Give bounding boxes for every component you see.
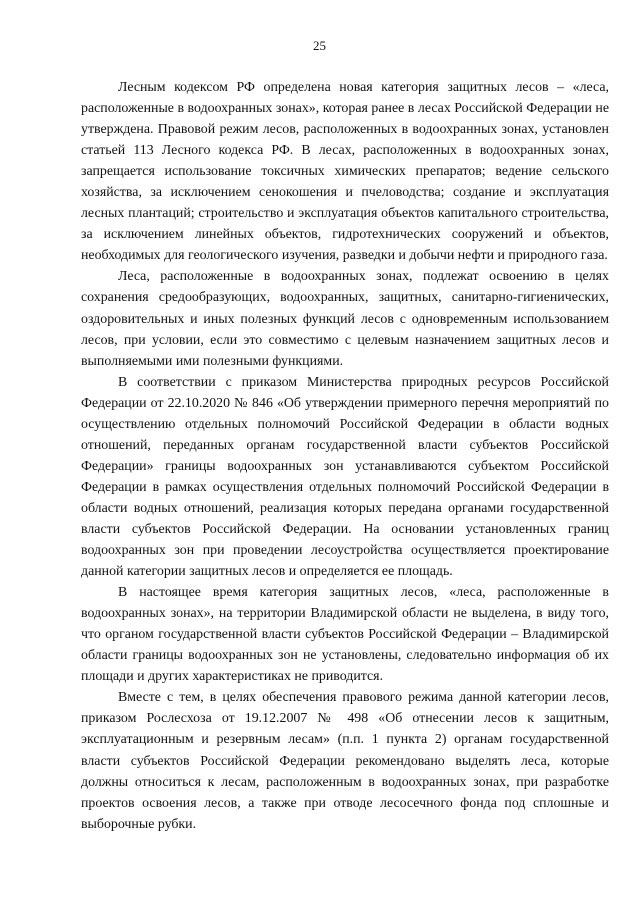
paragraph-development-purposes: Леса, расположенные в водоохранных зонах, подлежат освоению в целях сохранения средообразующих, водоохранных, защитных, санитарно-гигиенических, оздоровительных и иных полезных функций лесов с одновременным использованием лесов, при условии, если это совместимо с целевым назначением защитных лесов и выполняемыми ими полезными функциями.: [81, 269, 609, 369]
paragraph-forest-code-category: Лесным кодексом РФ определена новая категория защитных лесов – «леса, расположенные в водоохранных зонах», которая ранее в лесах Российской Федерации не утверждена. Правовой режим лесов, расположенных в водоохранных зонах, установлен статьей 113 Лесного кодекса РФ. В лесах, расположенных в водоохранных зонах, запрещается использование токсичных химических препаратов; ведение сельского хозяйства, за исключением сенокошения и пчеловодства; создание и эксплуатация лесных плантаций; строительство и эксплуатация объектов капитального строительства, за исключением линейных объектов, гидротехнических сооружений и объектов, необходимых для геологического изучения, разведки и добычи нефти и природного газа.: [81, 80, 609, 264]
page-number: 25: [313, 38, 326, 53]
paragraph-rosleskhoz-order: Вместе с тем, в целях обеспечения правового режима данной категории лесов, приказом Рослесхоза от 19.12.2007 № 498 «Об отнесении лесов к защитным, эксплуатационным и резервным лесам» (п.п. 1 пункта 2) органам государственной власти субъектов Российской Федерации рекомендовано выделять леса, которые должны относиться к лесам, расположенным в водоохранных зонах, при разработке проектов освоения лесов, а также при отводе лесосечного фонда под сплошные и выборочные рубки.: [81, 690, 609, 832]
document-body: [81, 77, 609, 835]
paragraph-ministry-order: В соответствии с приказом Министерства природных ресурсов Российской Федерации от 22.10.2020 № 846 «Об утверждении примерного перечня мероприятий по осуществлению отдельных полномочий Российской Федерации в области водных отношений, переданных органам государственной власти субъектов Российской Федерации» границы водоохранных зон устанавливаются субъектом Российской Федерации в рамках осуществления отдельных полномочий Российской Федерации в области водных отношений, реализация которых передана органами государственной власти субъектов Российской Федерации. На основании установленных границ водоохранных зон при проведении лесоустройства осуществляется проектирование данной категории защитных лесов и определяется ее площадь.: [81, 374, 609, 580]
paragraph-vladimir-region: В настоящее время категория защитных лесов, «леса, расположенные в водоохранных зонах», на территории Владимирской области не выделена, в виду того, что органом государственной власти субъектов Российской Федерации – Владимирской области границы водоохранных зон не установлены, следовательно информация об их площади и других характеристиках не приводится.: [81, 585, 609, 685]
